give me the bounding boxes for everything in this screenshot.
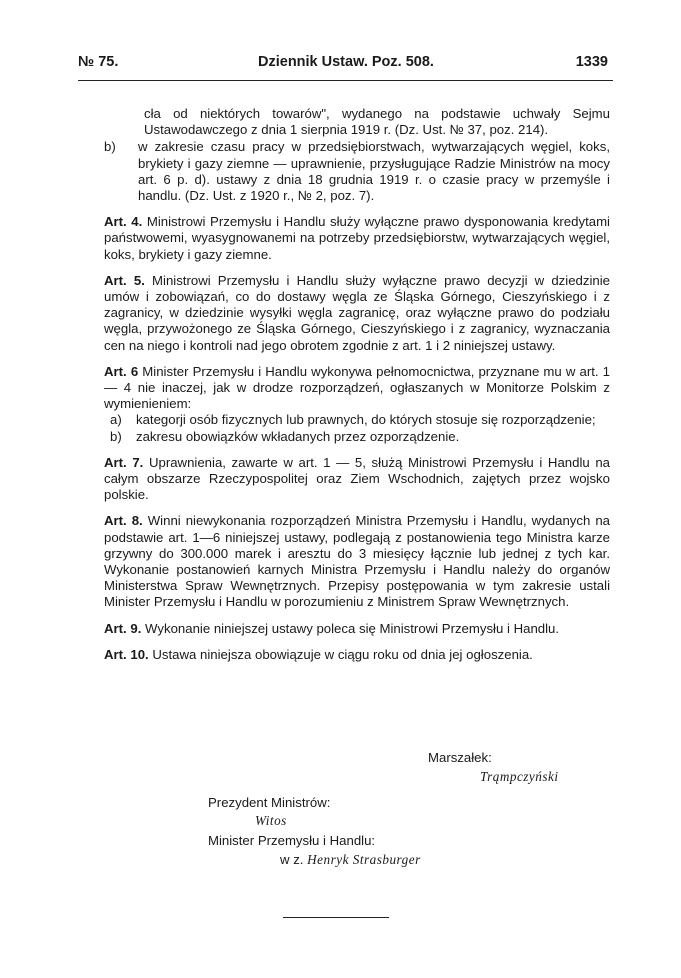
sub-item-a [104,412,610,428]
issue-number: № 75. [78,54,119,70]
sub-label: b) [110,428,122,444]
article-label: Art. 10. [104,646,149,662]
header-rule [78,80,613,81]
bottom-rule [283,917,389,918]
article-text: Minister Przemysłu i Handlu wykonywa pełnomocnictwa, przyznane mu w art. 1 — 4 nie inaczej, jak w drodze rozporządzeń, ogłaszanych w Monitorze Polskim z wymienieniem: [104,363,610,412]
body-text [104,106,610,673]
minister-signature-line [280,850,421,869]
sub-label: a) [110,412,122,428]
article-label: Art. 8. [104,513,143,529]
article-9 [104,621,610,637]
article-text: Ustawa niniejsza obowiązuje w ciągu roku od dnia jej ogłoszenia. [152,646,533,662]
article-label: Art. 9. [104,620,142,636]
article-label: Art. 5. [104,272,145,288]
minister-signature: Henryk Strasburger [307,852,421,867]
article-10 [104,647,610,663]
minister-title: Minister Przemysłu i Handlu: [208,833,376,848]
article-text: Wykonanie niniejszej ustawy poleca się Ministrowi Przemysłu i Handlu. [145,620,560,636]
marshal-signature: Trąmpczyński [480,769,559,784]
article-text: Ministrowi Przemysłu i Handlu służy wyłączne prawo decyzji w dziedzinie umów i zobowiązań, co do dostawy węgla ze Śląska Górnego, Cieszyńskiego i z zagranicy, w dziedzinie wysyłki węgla zagranicę, oraz wyłączne prawo do podziału węgla, przywożonego ze Śląska Górnego, Cieszyńskiego i z zagranicy, wyznaczania cen na niego i kontroli nad jego obrotem zgodnie z art. 1 i 2 niniejszej ustawy. [104,272,611,353]
list-text: w zakresie czasu pracy w przedsiębiorstwach, wytwarzających węgiel, koks, brykiety i gazy ziemne — uprawnienie, przysługujące Radzie Ministrów na mocy art. 6 p. d). ustawy z dnia 18 grudnia 1919 r. o czasie pracy w przemyśle i handlu. (Dz. Ust. z 1920 r., № 2, poz. 7). [138,139,610,204]
sub-text: kategorji osób fizycznych lub prawnych, do których stosuje się rozporządzenie; [136,412,596,428]
list-label: b) [104,139,116,155]
article-text: Winni niewykonania rozporządzeń Ministra Przemysłu i Handlu, wydanych na podstawie art. 1—6 niniejszej ustawy, podlegają z postanowienia tego Ministra karze grzywny do 300.000 marek i aresztu do 3 miesięcy łącznie lub jednej z tych kar. Wykonanie postanowień karnych Ministra Przemysłu i Handlu należy do organów Ministerstwa Spraw Wewnętrznych. Przepisy postępowania w tym zakresie ustali Minister Przemysłu i Handlu w porozumieniu z Ministrem Spraw Wewnętrznych. [104,513,610,610]
article-7 [104,455,610,504]
pm-title: Prezydent Ministrów: [208,795,331,810]
article-4 [104,214,610,263]
article-text: Uprawnienia, zawarte w art. 1 — 5, służą Ministrowi Przemysłu i Handlu na całym obszarze Rzeczypospolitej oraz Ziem Wschodnich, zajętych przez wojsko polskie. [104,454,610,503]
page-number: 1339 [575,54,608,70]
article-label: Art. 4. [104,214,143,230]
minister-prefix: w z. [280,852,304,867]
article-text: Ministrowi Przemysłu i Handlu służy wyłączne prawo dysponowania kredytami państwowemi, wyasygnowanemi na potrzeby przedsiębiorstw, wytwarzających węgiel, koks, brykiety i gazy ziemne. [104,214,610,262]
article-8 [104,513,610,610]
article-label: Art. 6 [104,363,139,379]
journal-title: Dziennik Ustaw. Poz. 508. [258,54,434,70]
pm-signature: Witos [255,813,287,828]
continued-paragraph: cła od niektórych towarów", wydanego na podstawie uchwały Sejmu Ustawodawczego z dnia 1 sierpnia 1919 r. (Dz. Ust. № 37, poz. 214). [144,106,610,138]
marshal-title: Marszałek: [428,750,492,765]
page-header [78,54,608,76]
list-item-b [104,139,610,204]
sub-text: zakresu obowiązków wkładanych przez ozporządzenie. [136,428,460,444]
article-6 [104,364,610,445]
article-5 [104,273,610,354]
article-label: Art. 7. [104,454,144,470]
sub-item-b [104,429,610,445]
